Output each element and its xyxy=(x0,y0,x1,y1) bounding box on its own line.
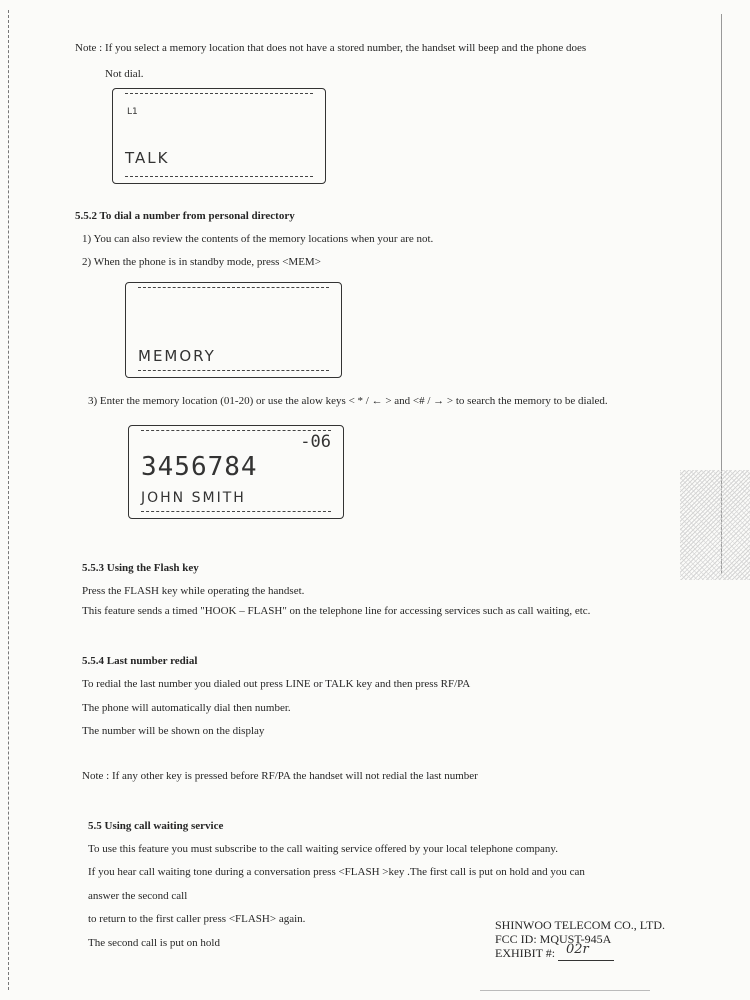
note-line-2: Not dial. xyxy=(105,68,144,80)
section-553-heading: 5.5.3 Using the Flash key xyxy=(82,562,199,574)
line-indicator: L1 xyxy=(127,107,138,117)
memory-location-number: -06 xyxy=(300,432,331,452)
section-554-line-1: To redial the last number you dialed out press LINE or TALK key and then press RF/PA xyxy=(82,678,471,690)
section-552-heading: 5.5.2 To dial a number from personal directory xyxy=(75,210,295,222)
note-line-1: Note : If you select a memory location that does not have a stored number, the handset will beep and the phone does xyxy=(75,42,587,54)
stored-contact-name: JOHN SMITH xyxy=(141,490,246,506)
stored-phone-number: 3456784 xyxy=(141,452,258,482)
section-554-note: Note : If any other key is pressed before RF/PA the handset will not redial the last number xyxy=(82,770,478,782)
section-55-line-3: answer the second call xyxy=(88,890,188,902)
section-55-line-1: To use this feature you must subscribe to the call waiting service offered by your local telephone company. xyxy=(88,843,558,855)
lcd-memory-label: MEMORY xyxy=(138,347,216,365)
section-554-line-2: The phone will automatically dial then number. xyxy=(82,702,291,714)
stamp-fcc-id: FCC ID: MQUST-945A xyxy=(495,932,612,946)
lcd-memory-display xyxy=(125,282,342,378)
section-553-line-1: Press the FLASH key while operating the handset. xyxy=(82,585,305,597)
binding-edge xyxy=(8,10,9,990)
exhibit-underline xyxy=(558,960,614,961)
section-554-line-3: The number will be shown on the display xyxy=(82,725,265,737)
stamp-company: SHINWOO TELECOM CO., LTD. xyxy=(495,918,665,932)
stamp-exhibit-label: EXHIBIT #: xyxy=(495,946,556,960)
section-553-line-2: This feature sends a timed "HOOK – FLASH" on the telephone line for accessing services such as call waiting, etc. xyxy=(82,605,591,617)
section-55-line-4: to return to the first caller press <FLASH> again. xyxy=(88,913,306,925)
section-55-line-5: The second call is put on hold xyxy=(88,937,220,949)
stamp-exhibit-value: 02r xyxy=(566,942,589,957)
scan-noise xyxy=(680,470,750,580)
section-552-item-2: 2) When the phone is in standby mode, press <MEM> xyxy=(82,256,321,268)
footer-rule xyxy=(480,990,650,991)
section-554-heading: 5.5.4 Last number redial xyxy=(82,655,198,667)
section-55-heading: 5.5 Using call waiting service xyxy=(88,820,224,832)
lcd-talk-label: TALK xyxy=(125,149,170,167)
section-552-item-3: 3) Enter the memory location (01-20) or use the alow keys < * / ← > and <# / → > to search the memory to be dialed. xyxy=(88,395,608,407)
lcd-directory-display xyxy=(128,425,344,519)
section-55-line-2: If you hear call waiting tone during a conversation press <FLASH >key .The first call is put on hold and you can xyxy=(88,866,585,878)
section-552-item-1: 1) You can also review the contents of the memory locations when your are not. xyxy=(82,233,434,245)
lcd-talk-display xyxy=(112,88,326,184)
